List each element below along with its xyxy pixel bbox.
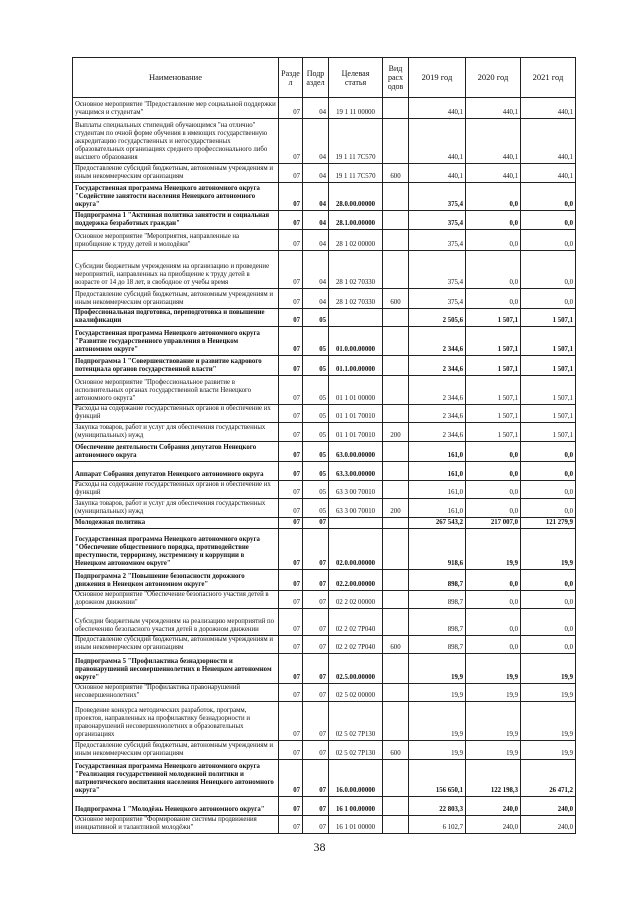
expense-type-cell xyxy=(383,591,409,609)
target-article-cell: 28 1 02 70330 xyxy=(329,251,383,289)
razdel-cell: 07 xyxy=(279,327,303,356)
table-row xyxy=(73,119,576,164)
amount-2020-cell: 0,0 xyxy=(466,481,521,499)
row-name: Подпрограмма 1 "Совершенствование и развитие кадрового потенциала органов государственной власти" xyxy=(73,356,279,376)
row-name: Расходы на содержание государственных органов и обеспечение их функций xyxy=(73,481,279,499)
amount-2020-cell: 1 507,1 xyxy=(466,376,521,405)
amount-2020-cell: 19,9 xyxy=(466,741,521,760)
target-article-cell: 19 1 11 7С570 xyxy=(329,164,383,183)
amount-2019-cell: 898,7 xyxy=(409,609,466,636)
target-article-cell: 28 1 02 00000 xyxy=(329,230,383,251)
expense-type-cell: 600 xyxy=(383,741,409,760)
row-name: Основное мероприятие "Профилактика правонарушений несовершеннолетних" xyxy=(73,684,279,702)
expense-type-cell xyxy=(383,183,409,211)
expense-type-cell xyxy=(383,230,409,251)
target-article-cell: 02.2.00.00000 xyxy=(329,570,383,591)
expense-type-cell xyxy=(383,442,409,462)
header-name: Наименование xyxy=(73,58,279,98)
expense-type-cell xyxy=(383,816,409,834)
amount-2021-cell: 0,0 xyxy=(521,570,576,591)
podrazdel-cell: 07 xyxy=(303,518,329,529)
amount-2019-cell: 156 650,1 xyxy=(409,760,466,797)
razdel-cell: 07 xyxy=(279,702,303,741)
table-row xyxy=(73,797,576,816)
table-row xyxy=(73,816,576,834)
podrazdel-cell: 05 xyxy=(303,442,329,462)
amount-2021-cell: 240,0 xyxy=(521,797,576,816)
podrazdel-cell: 07 xyxy=(303,816,329,834)
row-name: Основное мероприятие "Формирование системы продвижения инициативной и талантливой молодёжи" xyxy=(73,816,279,834)
table-row xyxy=(73,591,576,609)
razdel-cell: 07 xyxy=(279,518,303,529)
header-year-2021: 2021 год xyxy=(521,58,576,98)
target-article-cell: 02 2 02 7Р040 xyxy=(329,609,383,636)
header-year-2020: 2020 год xyxy=(466,58,521,98)
table-row xyxy=(73,636,576,654)
row-name: Предоставление субсидий бюджетным, автономным учреждениям и иным некоммерческим организациям xyxy=(73,741,279,760)
table-row xyxy=(73,462,576,481)
row-name: Государственная программа Ненецкого автономного округа "Реализация государственной молодежной политики и патриотического воспитания населения Ненецкого автономного округа" xyxy=(73,760,279,797)
table-row xyxy=(73,405,576,423)
amount-2020-cell: 240,0 xyxy=(466,816,521,834)
podrazdel-cell: 07 xyxy=(303,797,329,816)
podrazdel-cell: 05 xyxy=(303,327,329,356)
amount-2020-cell: 1 507,1 xyxy=(466,309,521,327)
podrazdel-cell: 04 xyxy=(303,251,329,289)
amount-2021-cell: 0,0 xyxy=(521,251,576,289)
target-article-cell: 02 5 02 7Р130 xyxy=(329,702,383,741)
row-name: Основное мероприятие "Обеспечение безопасного участия детей в дорожном движении" xyxy=(73,591,279,609)
expense-type-cell xyxy=(383,119,409,164)
amount-2021-cell: 1 507,1 xyxy=(521,423,576,442)
header-row xyxy=(73,58,576,98)
header-year-2019: 2019 год xyxy=(409,58,466,98)
amount-2020-cell: 19,9 xyxy=(466,654,521,684)
page-number: 38 xyxy=(313,840,326,854)
table-row xyxy=(73,327,576,356)
target-article-cell: 19 1 11 7С570 xyxy=(329,119,383,164)
expense-type-cell xyxy=(383,529,409,570)
amount-2019-cell: 2 344,6 xyxy=(409,356,466,376)
podrazdel-cell: 07 xyxy=(303,654,329,684)
podrazdel-cell: 04 xyxy=(303,119,329,164)
razdel-cell: 07 xyxy=(279,164,303,183)
razdel-cell: 07 xyxy=(279,609,303,636)
target-article-cell: 02 5 02 00000 xyxy=(329,684,383,702)
amount-2021-cell: 0,0 xyxy=(521,609,576,636)
amount-2019-cell: 2 344,6 xyxy=(409,423,466,442)
table-row xyxy=(73,442,576,462)
razdel-cell: 07 xyxy=(279,741,303,760)
table-row xyxy=(73,481,576,499)
podrazdel-cell: 05 xyxy=(303,405,329,423)
row-name: Подпрограмма 2 "Повышение безопасности дорожного движения в Ненецком автономном округе" xyxy=(73,570,279,591)
table-row xyxy=(73,518,576,529)
amount-2021-cell: 1 507,1 xyxy=(521,309,576,327)
target-article-cell: 16.0.00.00000 xyxy=(329,760,383,797)
razdel-cell: 07 xyxy=(279,289,303,309)
table-row xyxy=(73,741,576,760)
amount-2021-cell: 0,0 xyxy=(521,442,576,462)
amount-2020-cell: 240,0 xyxy=(466,797,521,816)
razdel-cell: 07 xyxy=(279,230,303,251)
expense-type-cell xyxy=(383,570,409,591)
row-name: Основное мероприятие "Предоставление мер социальной поддержки учащимся и студентам" xyxy=(73,98,279,119)
table-row xyxy=(73,211,576,230)
expense-type-cell xyxy=(383,356,409,376)
razdel-cell: 07 xyxy=(279,183,303,211)
podrazdel-cell: 05 xyxy=(303,423,329,442)
row-name: Выплаты специальных стипендий обучающимся "на отлично" студентам по очной форме обучения в имеющих государственную аккредитацию государственных и негосударственных образовательных организациях среднего профессионального либо высшего образования xyxy=(73,119,279,164)
amount-2021-cell: 0,0 xyxy=(521,481,576,499)
razdel-cell: 07 xyxy=(279,376,303,405)
razdel-cell: 07 xyxy=(279,654,303,684)
table-row xyxy=(73,609,576,636)
razdel-cell: 07 xyxy=(279,98,303,119)
expense-type-cell xyxy=(383,98,409,119)
podrazdel-cell: 04 xyxy=(303,211,329,230)
target-article-cell: 16 1 00.00000 xyxy=(329,797,383,816)
amount-2019-cell: 375,4 xyxy=(409,289,466,309)
amount-2021-cell: 440,1 xyxy=(521,164,576,183)
amount-2021-cell: 1 507,1 xyxy=(521,356,576,376)
amount-2019-cell: 440,1 xyxy=(409,164,466,183)
podrazdel-cell: 07 xyxy=(303,529,329,570)
podrazdel-cell: 05 xyxy=(303,481,329,499)
table-row xyxy=(73,499,576,518)
amount-2020-cell: 1 507,1 xyxy=(466,327,521,356)
target-article-cell: 28.1.00.00000 xyxy=(329,211,383,230)
amount-2020-cell: 19,9 xyxy=(466,684,521,702)
amount-2019-cell: 6 102,7 xyxy=(409,816,466,834)
row-name: Предоставление субсидий бюджетным, автономным учреждениям и иным некоммерческим организациям xyxy=(73,164,279,183)
amount-2021-cell: 440,1 xyxy=(521,119,576,164)
amount-2020-cell: 0,0 xyxy=(466,442,521,462)
expense-type-cell xyxy=(383,327,409,356)
row-name: Подпрограмма 1 "Активная политика занятости и социальная поддержка безработных граждан" xyxy=(73,211,279,230)
expense-type-cell: 600 xyxy=(383,164,409,183)
amount-2019-cell: 2 505,6 xyxy=(409,309,466,327)
podrazdel-cell: 05 xyxy=(303,309,329,327)
podrazdel-cell: 07 xyxy=(303,609,329,636)
row-name: Подпрограмма 5 "Профилактика безнадзорности и правонарушений несовершеннолетних в Ненецком автономном округе" xyxy=(73,654,279,684)
target-article-cell: 63.0.00.00000 xyxy=(329,442,383,462)
amount-2020-cell: 440,1 xyxy=(466,119,521,164)
razdel-cell: 07 xyxy=(279,309,303,327)
podrazdel-cell: 05 xyxy=(303,499,329,518)
amount-2020-cell: 217 007,0 xyxy=(466,518,521,529)
amount-2021-cell: 19,9 xyxy=(521,654,576,684)
expense-type-cell: 600 xyxy=(383,636,409,654)
amount-2021-cell: 0,0 xyxy=(521,462,576,481)
amount-2019-cell: 2 344,6 xyxy=(409,405,466,423)
row-name: Подпрограмма 1 "Молодёжь Ненецкого автономного округа" xyxy=(73,797,279,816)
row-name: Закупка товаров, работ и услуг для обеспечения государственных (муниципальных) нужд xyxy=(73,423,279,442)
amount-2019-cell: 161,0 xyxy=(409,462,466,481)
podrazdel-cell: 04 xyxy=(303,183,329,211)
expense-type-cell xyxy=(383,211,409,230)
target-article-cell: 63.3.00.00000 xyxy=(329,462,383,481)
target-article-cell: 63 3 00 70010 xyxy=(329,481,383,499)
amount-2019-cell: 898,7 xyxy=(409,591,466,609)
amount-2021-cell: 121 279,9 xyxy=(521,518,576,529)
budget-table xyxy=(72,57,576,834)
razdel-cell: 07 xyxy=(279,119,303,164)
podrazdel-cell: 07 xyxy=(303,570,329,591)
podrazdel-cell: 04 xyxy=(303,98,329,119)
amount-2021-cell: 1 507,1 xyxy=(521,327,576,356)
razdel-cell: 07 xyxy=(279,499,303,518)
podrazdel-cell: 05 xyxy=(303,376,329,405)
amount-2020-cell: 0,0 xyxy=(466,251,521,289)
table-body xyxy=(73,98,576,834)
podrazdel-cell: 04 xyxy=(303,230,329,251)
amount-2020-cell: 1 507,1 xyxy=(466,405,521,423)
amount-2021-cell: 1 507,1 xyxy=(521,405,576,423)
expense-type-cell xyxy=(383,702,409,741)
amount-2019-cell: 19,9 xyxy=(409,702,466,741)
razdel-cell: 07 xyxy=(279,423,303,442)
expense-type-cell xyxy=(383,376,409,405)
target-article-cell: 28.0.00.00000 xyxy=(329,183,383,211)
amount-2021-cell: 440,1 xyxy=(521,98,576,119)
header-target-article: Целевая статья xyxy=(329,58,383,98)
table-row xyxy=(73,684,576,702)
target-article-cell: 02 5 02 7Р130 xyxy=(329,741,383,760)
razdel-cell: 07 xyxy=(279,636,303,654)
amount-2019-cell: 898,7 xyxy=(409,570,466,591)
table-row xyxy=(73,356,576,376)
row-name: Проведение конкурса методических разработок, программ, проектов, направленных на профилактику безнадзорности и правонарушений несовершеннолетних в образовательных организациях xyxy=(73,702,279,741)
target-article-cell: 28 1 02 70330 xyxy=(329,289,383,309)
row-name: Субсидии бюджетным учреждениям на реализацию мероприятий по обеспечению безопасного участия детей в дорожном движении xyxy=(73,609,279,636)
row-name: Государственная программа Ненецкого автономного округа "Обеспечение общественного порядка, противодействие преступности, терроризму, экстремизму и коррупции в Ненецком автономном округе" xyxy=(73,529,279,570)
podrazdel-cell: 07 xyxy=(303,684,329,702)
target-article-cell: 01.1.00.00000 xyxy=(329,356,383,376)
amount-2019-cell: 375,4 xyxy=(409,211,466,230)
target-article-cell: 01 1 01 70010 xyxy=(329,405,383,423)
razdel-cell: 07 xyxy=(279,684,303,702)
header-expense-type: Вид расх одов xyxy=(383,58,409,98)
razdel-cell: 07 xyxy=(279,251,303,289)
amount-2021-cell: 19,9 xyxy=(521,529,576,570)
amount-2021-cell: 0,0 xyxy=(521,636,576,654)
amount-2020-cell: 0,0 xyxy=(466,636,521,654)
expense-type-cell xyxy=(383,309,409,327)
table-row xyxy=(73,289,576,309)
header-podrazdel: Подр аздел xyxy=(303,58,329,98)
razdel-cell: 07 xyxy=(279,405,303,423)
amount-2020-cell: 0,0 xyxy=(466,499,521,518)
razdel-cell: 07 xyxy=(279,591,303,609)
row-name: Предоставление субсидий бюджетным, автономным учреждениям и иным некоммерческим организациям xyxy=(73,289,279,309)
expense-type-cell xyxy=(383,797,409,816)
amount-2019-cell: 440,1 xyxy=(409,98,466,119)
table-row xyxy=(73,98,576,119)
amount-2021-cell: 19,9 xyxy=(521,684,576,702)
amount-2020-cell: 0,0 xyxy=(466,289,521,309)
target-article-cell: 01 1 01 70010 xyxy=(329,423,383,442)
row-name: Аппарат Собрания депутатов Ненецкого автономного округа xyxy=(73,462,279,481)
row-name: Государственная программа Ненецкого автономного округа "Развитие государственного управления в Ненецком автономном округе" xyxy=(73,327,279,356)
row-name: Профессиональная подготовка, переподготовка и повышение квалификации xyxy=(73,309,279,327)
expense-type-cell xyxy=(383,654,409,684)
amount-2019-cell: 375,4 xyxy=(409,230,466,251)
expense-type-cell xyxy=(383,462,409,481)
header-razdel: Разде л xyxy=(279,58,303,98)
amount-2020-cell: 0,0 xyxy=(466,609,521,636)
expense-type-cell xyxy=(383,405,409,423)
table-row xyxy=(73,183,576,211)
target-article-cell: 02.0.00.00000 xyxy=(329,529,383,570)
amount-2021-cell: 26 471,2 xyxy=(521,760,576,797)
target-article-cell: 01.0.00.00000 xyxy=(329,327,383,356)
amount-2020-cell: 1 507,1 xyxy=(466,423,521,442)
expense-type-cell: 600 xyxy=(383,289,409,309)
razdel-cell: 07 xyxy=(279,442,303,462)
razdel-cell: 07 xyxy=(279,570,303,591)
row-name: Основное мероприятие "Мероприятия, направленные на приобщение к труду детей и молодёжи" xyxy=(73,230,279,251)
row-name: Молодежная политика xyxy=(73,518,279,529)
razdel-cell: 07 xyxy=(279,816,303,834)
amount-2021-cell: 1 507,1 xyxy=(521,376,576,405)
amount-2019-cell: 375,4 xyxy=(409,251,466,289)
target-article-cell: 02 2 02 7Р040 xyxy=(329,636,383,654)
row-name: Закупка товаров, работ и услуг для обеспечения государственных (муниципальных) нужд xyxy=(73,499,279,518)
table-row xyxy=(73,702,576,741)
row-name: Государственная программа Ненецкого автономного округа "Содействие занятости населения Ненецкого автономного округа" xyxy=(73,183,279,211)
amount-2021-cell: 0,0 xyxy=(521,211,576,230)
expense-type-cell xyxy=(383,609,409,636)
table-row xyxy=(73,760,576,797)
table-row xyxy=(73,251,576,289)
target-article-cell: 19 1 11 00000 xyxy=(329,98,383,119)
target-article-cell: 01 1 01 00000 xyxy=(329,376,383,405)
amount-2019-cell: 161,0 xyxy=(409,442,466,462)
expense-type-cell xyxy=(383,251,409,289)
expense-type-cell: 200 xyxy=(383,499,409,518)
podrazdel-cell: 07 xyxy=(303,741,329,760)
amount-2019-cell: 440,1 xyxy=(409,119,466,164)
razdel-cell: 07 xyxy=(279,462,303,481)
row-name: Субсидии бюджетным учреждениям на организацию и проведение мероприятий, направленных на приобщение к труду детей в возрасте от 14 до 18 лет, в свободное от учебы время xyxy=(73,251,279,289)
podrazdel-cell: 04 xyxy=(303,289,329,309)
razdel-cell: 07 xyxy=(279,760,303,797)
amount-2021-cell: 0,0 xyxy=(521,183,576,211)
amount-2019-cell: 22 803,3 xyxy=(409,797,466,816)
amount-2020-cell: 440,1 xyxy=(466,98,521,119)
amount-2020-cell: 0,0 xyxy=(466,462,521,481)
amount-2020-cell: 19,9 xyxy=(466,702,521,741)
podrazdel-cell: 07 xyxy=(303,760,329,797)
expense-type-cell xyxy=(383,760,409,797)
amount-2020-cell: 1 507,1 xyxy=(466,356,521,376)
amount-2019-cell: 2 344,6 xyxy=(409,327,466,356)
target-article-cell xyxy=(329,309,383,327)
table-row xyxy=(73,570,576,591)
amount-2021-cell: 0,0 xyxy=(521,499,576,518)
amount-2021-cell: 0,0 xyxy=(521,230,576,251)
table-row xyxy=(73,230,576,251)
razdel-cell: 07 xyxy=(279,211,303,230)
amount-2019-cell: 19,9 xyxy=(409,684,466,702)
row-name: Расходы на содержание государственных органов и обеспечение их функций xyxy=(73,405,279,423)
amount-2021-cell: 240,0 xyxy=(521,816,576,834)
target-article-cell: 02.5.00.00000 xyxy=(329,654,383,684)
row-name: Предоставление субсидий бюджетным, автономным учреждениям и иным некоммерческим организациям xyxy=(73,636,279,654)
table-row xyxy=(73,529,576,570)
podrazdel-cell: 05 xyxy=(303,356,329,376)
table-row xyxy=(73,376,576,405)
expense-type-cell xyxy=(383,481,409,499)
expense-type-cell: 200 xyxy=(383,423,409,442)
amount-2021-cell: 0,0 xyxy=(521,591,576,609)
amount-2019-cell: 2 344,6 xyxy=(409,376,466,405)
podrazdel-cell: 07 xyxy=(303,636,329,654)
razdel-cell: 07 xyxy=(279,356,303,376)
target-article-cell xyxy=(329,518,383,529)
amount-2020-cell: 0,0 xyxy=(466,183,521,211)
target-article-cell: 02 2 02 00000 xyxy=(329,591,383,609)
amount-2019-cell: 161,0 xyxy=(409,499,466,518)
podrazdel-cell: 05 xyxy=(303,462,329,481)
table-row xyxy=(73,423,576,442)
razdel-cell: 07 xyxy=(279,529,303,570)
amount-2021-cell: 0,0 xyxy=(521,289,576,309)
razdel-cell: 07 xyxy=(279,797,303,816)
amount-2019-cell: 267 543,2 xyxy=(409,518,466,529)
amount-2021-cell: 19,9 xyxy=(521,741,576,760)
target-article-cell: 63 3 00 70010 xyxy=(329,499,383,518)
expense-type-cell xyxy=(383,684,409,702)
amount-2020-cell: 19,9 xyxy=(466,529,521,570)
amount-2019-cell: 19,9 xyxy=(409,654,466,684)
podrazdel-cell: 04 xyxy=(303,164,329,183)
amount-2021-cell: 19,9 xyxy=(521,702,576,741)
amount-2020-cell: 440,1 xyxy=(466,164,521,183)
expense-type-cell xyxy=(383,518,409,529)
amount-2020-cell: 0,0 xyxy=(466,591,521,609)
table-row xyxy=(73,164,576,183)
target-article-cell: 16 1 01 00000 xyxy=(329,816,383,834)
amount-2019-cell: 898,7 xyxy=(409,636,466,654)
table-row xyxy=(73,309,576,327)
row-name: Обеспечение деятельности Собрания депутатов Ненецкого автономного округа xyxy=(73,442,279,462)
razdel-cell: 07 xyxy=(279,481,303,499)
table-row xyxy=(73,654,576,684)
amount-2020-cell: 122 198,3 xyxy=(466,760,521,797)
amount-2020-cell: 0,0 xyxy=(466,230,521,251)
amount-2020-cell: 0,0 xyxy=(466,570,521,591)
podrazdel-cell: 07 xyxy=(303,702,329,741)
amount-2019-cell: 918,6 xyxy=(409,529,466,570)
podrazdel-cell: 07 xyxy=(303,591,329,609)
amount-2019-cell: 375,4 xyxy=(409,183,466,211)
amount-2020-cell: 0,0 xyxy=(466,211,521,230)
amount-2019-cell: 19,9 xyxy=(409,741,466,760)
row-name: Основное мероприятие "Профессиональное развитие в исполнительных органах государственной власти Ненецкого автономного округа" xyxy=(73,376,279,405)
amount-2019-cell: 161,0 xyxy=(409,481,466,499)
